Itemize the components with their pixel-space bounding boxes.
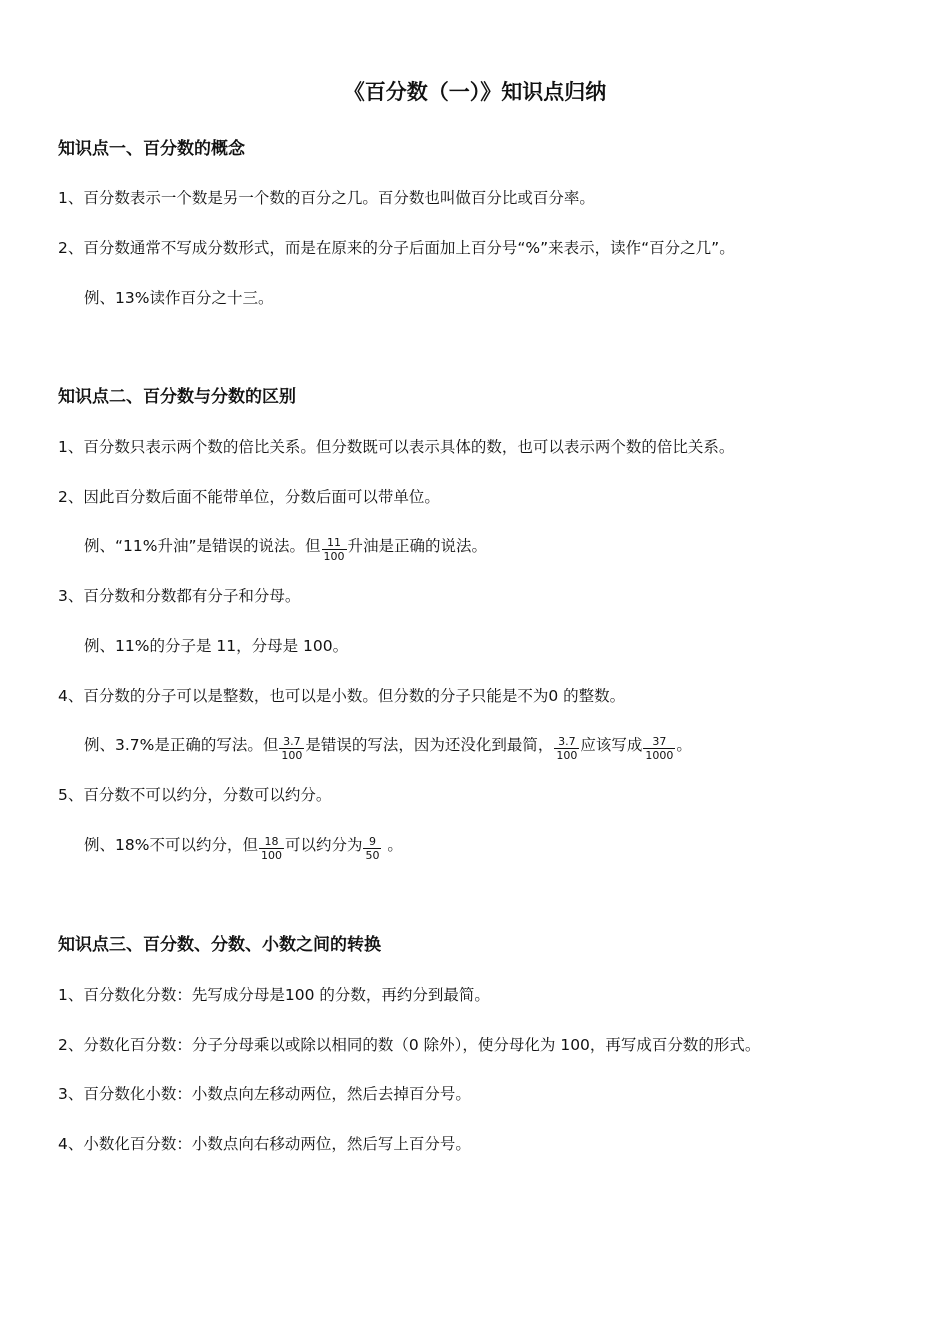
example-text: 。 [382,836,403,854]
list-item: 2、因此百分数后面不能带单位，分数后面可以带单位。 [58,488,440,506]
example-text: 是错误的写法，因为还没化到最简， [305,736,554,754]
example-text: 升油是正确的说法。 [347,537,488,555]
list-item: 1、百分数只表示两个数的倍比关系。但分数既可以表示具体的数，也可以表示两个数的倍比关系。 [58,438,735,456]
fraction-denominator: 100 [556,749,578,762]
fraction-denominator: 100 [260,849,282,862]
example-text: 例、18%不可以约分，但 [84,836,258,854]
section-heading-1: 知识点一、百分数的概念 [58,139,245,159]
example-text: 。 [676,736,692,754]
fraction-numerator: 9 [363,835,381,849]
list-item: 3、百分数化小数：小数点向左移动两位，然后去掉百分号。 [58,1085,471,1103]
example-text: 应该写成 [580,736,643,754]
fraction-denominator: 1000 [645,749,674,762]
section-heading-2: 知识点二、百分数与分数的区别 [58,387,296,407]
example-text: 例、“11%升油”是错误的说法。但 [84,537,321,555]
fraction-denominator: 50 [365,849,380,862]
list-item: 4、百分数的分子可以是整数，也可以是小数。但分数的分子只能是不为0 的整数。 [58,687,626,705]
list-item: 1、百分数表示一个数是另一个数的百分之几。百分数也叫做百分比或百分率。 [58,189,595,207]
fraction-denominator: 100 [323,550,345,563]
fraction [643,735,675,762]
fraction-numerator: 18 [259,835,284,849]
example-text: 例、13%读作百分之十三。 [84,289,274,307]
section-heading-3: 知识点三、百分数、分数、小数之间的转换 [58,935,381,955]
fraction [363,835,381,862]
example-line [84,533,488,563]
list-item: 3、百分数和分数都有分子和分母。 [58,587,301,605]
fraction [279,735,304,762]
list-item: 2、分数化百分数：分子分母乘以或除以相同的数（0 除外），使分母化为 100，再写成百分数的形式。 [58,1036,761,1054]
fraction-numerator: 3.7 [279,735,304,749]
fraction-numerator: 3.7 [554,735,579,749]
list-item: 4、小数化百分数：小数点向右移动两位，然后写上百分号。 [58,1135,471,1153]
list-item: 1、百分数化分数：先写成分母是100 的分数，再约分到最简。 [58,986,490,1004]
fraction [259,835,284,862]
fraction [322,536,347,563]
example-line [84,832,403,862]
fraction-numerator: 11 [322,536,347,550]
fraction-numerator: 37 [643,735,675,749]
example-text: 例、3.7%是正确的写法。但 [84,736,279,754]
list-item: 2、百分数通常不写成分数形式，而是在原来的分子后面加上百分号“%”来表示，读作“百分之几”。 [58,239,735,257]
example-text: 例、11%的分子是 11，分母是 100。 [84,637,349,655]
fraction [554,735,579,762]
example-text: 可以约分为 [284,836,363,854]
list-item: 5、百分数不可以约分，分数可以约分。 [58,786,332,804]
page-title: 《百分数（一）》知识点归纳 [343,80,607,104]
fraction-denominator: 100 [281,749,303,762]
example-line [84,732,692,762]
